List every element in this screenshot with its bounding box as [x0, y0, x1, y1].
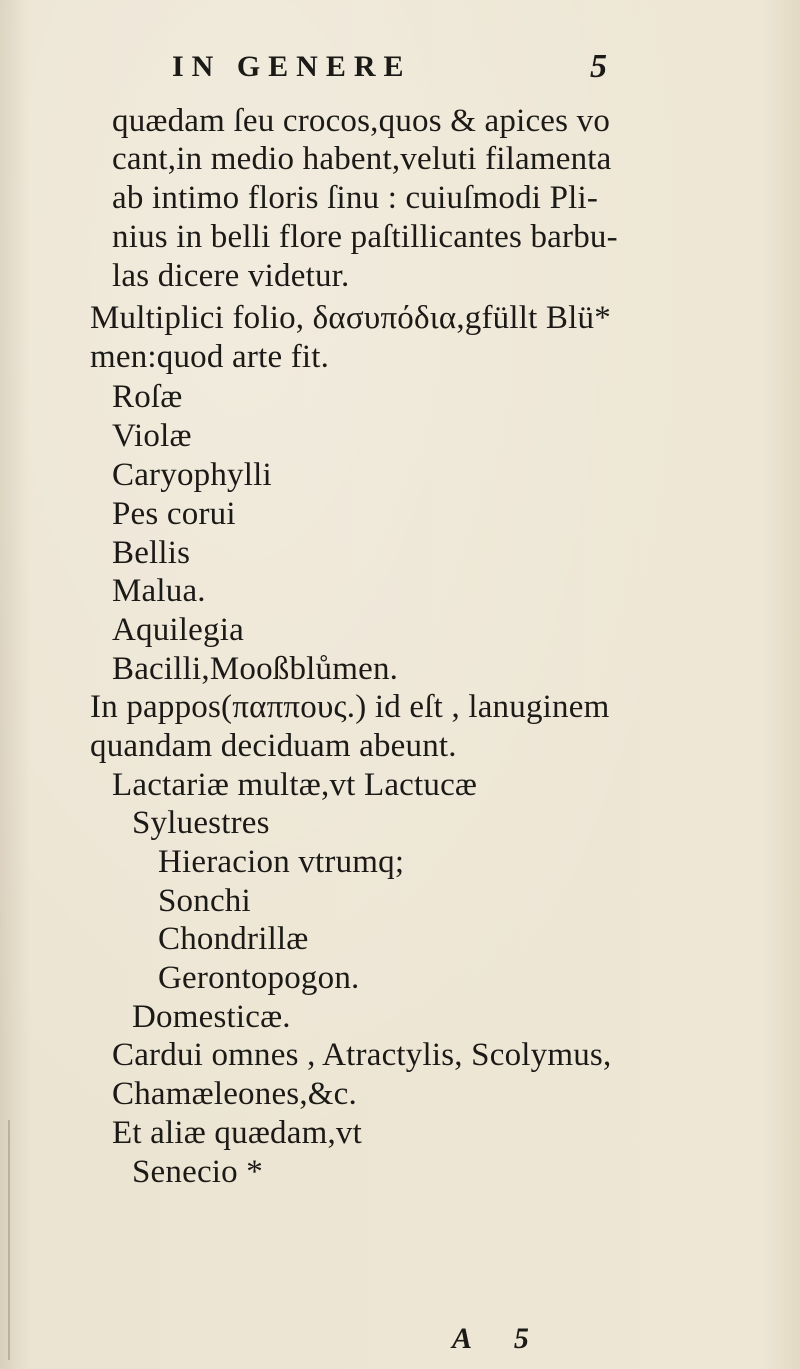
list-item: Senecio *: [132, 1154, 264, 1190]
signature-mark: A 5: [452, 1322, 547, 1355]
list-item: Cardui omnes , Atractylis, Scolymus,: [112, 1037, 612, 1073]
text-line: las dicere videtur.: [112, 258, 350, 294]
text-line: ab intimo floris ſinu : cuiuſmodi Pli-: [112, 180, 599, 216]
list-item: Roſæ: [112, 379, 183, 415]
list-item: Caryophylli: [112, 457, 272, 493]
page-edge-shadow: [8, 1120, 10, 1360]
text-line: Multiplici folio, δασυπόδια,gfüllt Blü*: [90, 300, 611, 336]
text-line: quædam ſeu crocos,quos & apices vo: [112, 103, 611, 139]
list-item: Aquilegia: [112, 612, 244, 648]
text-line: In pappos(παππους.) id eſt , lanuginem: [90, 689, 610, 725]
list-item: Lactariæ multæ,vt Lactucæ: [112, 767, 478, 803]
list-item: Gerontopogon.: [158, 960, 360, 996]
list-item: Bellis: [112, 535, 191, 571]
list-item: Domesticæ.: [132, 999, 291, 1035]
list-item: Bacilli,Mooßblůmen.: [112, 651, 399, 687]
list-item: Pes corui: [112, 496, 236, 532]
list-item: Chamæleones,&c.: [112, 1076, 357, 1112]
text-line: cant,in medio habent,veluti filamenta: [112, 141, 612, 177]
list-item: Violæ: [112, 418, 192, 454]
running-title: IN GENERE: [172, 50, 412, 83]
list-item: Et aliæ quædam,vt: [112, 1115, 362, 1151]
list-item: Hieracion vtrumq;: [158, 844, 405, 880]
list-item: Chondrillæ: [158, 921, 309, 957]
text-line: quandam deciduam abeunt.: [90, 728, 457, 764]
list-item: Sonchi: [158, 883, 251, 919]
page-number: 5: [590, 48, 607, 85]
list-item: Malua.: [112, 573, 206, 609]
list-item: Syluestres: [132, 805, 270, 841]
text-line: nius in belli flore paſtillicantes barbu-: [112, 219, 618, 255]
text-line: men:quod arte fit.: [90, 339, 330, 375]
